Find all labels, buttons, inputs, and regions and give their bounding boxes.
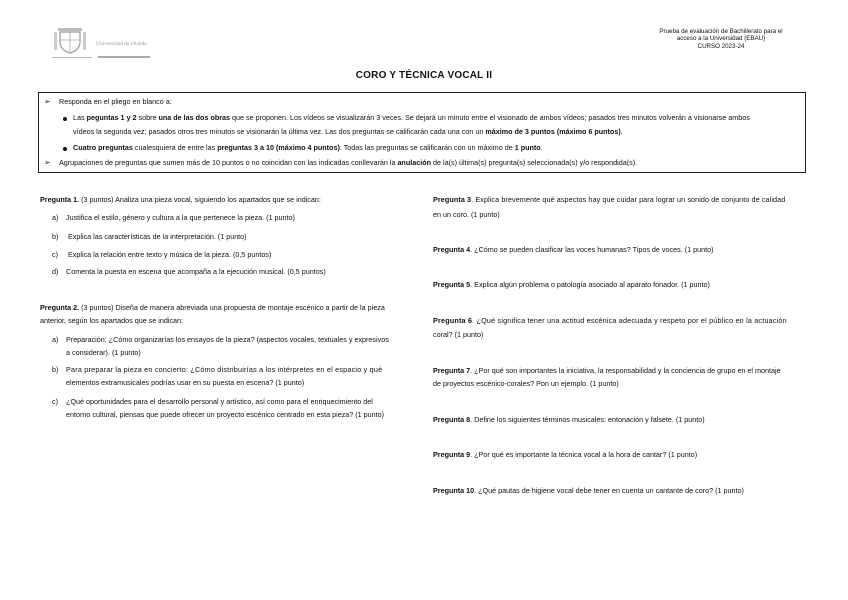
instructions-respond: Responda en el pliego en blanco a: [59,97,172,106]
instruction-bullet-2: Cuatro preguntas cualesquiera de entre las preguntas 3 a 10 (máximo 4 puntos). Todas las preguntas se calificarán con un máximo de 1 punto. [73,143,543,152]
q1-item-d: Comenta la puesta en escena que acompaña a la ejecución musical. (0,5 puntos) [66,267,326,276]
q1-item-b: Explica las características de la interpretación. (1 punto) [68,232,247,241]
q2-item-b-line-2: elementos extramusicales podrías usar en su puesta en escena? (1 punto) [66,378,305,387]
right-column [433,194,808,504]
exam-line-2: acceso a la Universidad (EBAU) [676,35,766,43]
instruction-bullet-1-line-2: vídeos la segunda vez; pasados otros tres minutos se visionarán la última vez. Las dos preguntas se calificarán cada una con un máximo de 3 puntos (máximo 6 puntos). [73,127,623,136]
university-crest-icon [52,26,88,54]
exam-line-1: Prueba de evaluación de Bachillerato para el [659,28,783,35]
q2-item-a: Preparación: ¿Cómo organizarías los ensayos de la pieza? (aspectos vocales, textuales y expresivos [66,335,389,344]
q2-item-c-marker: c) [52,397,58,406]
question-2: Pregunta 2. (3 puntos) Diseña de manera abreviada una propuesta de montaje escénico a partir de la pieza [40,303,385,312]
university-logo [52,26,152,60]
exam-course: CURSO 2023-24 [697,42,745,50]
question-10: Pregunta 10. ¿Qué pautas de higiene vocal debe tener en cuenta un cantante de coro? (1 punto) [433,486,744,495]
q2-item-c: ¿Qué oportunidades para el desarrollo personal y artístico, así como para el enriquecimiento del [66,397,373,406]
question-6-line-2: coral? (1 punto) [433,330,484,339]
question-7-line-2: de proyectos escénico-corales? Pon un ejemplo. (1 punto) [433,379,619,388]
left-column [40,194,420,434]
q1-item-c-marker: c) [52,250,58,259]
question-8: Pregunta 8. Define los siguientes términos musicales: entonación y falsete. (1 punto) [433,415,705,424]
logo-underline [98,56,150,58]
instruction-bullet-1: Las peguntas 1 y 2 sobre una de las dos obras que se proponen. Los vídeos se visualizarán 3 veces. Se dejará un minuto entre el visionado de ambos vídeos; pasados tres minutos volverán a visionarse ambos [73,113,750,122]
bullet-icon [63,117,67,121]
question-9: Pregunta 9. ¿Por qué es importante la técnica vocal a la hora de cantar? (1 punto) [433,450,698,459]
question-4: Pregunta 4. ¿Cómo se pueden clasificar las voces humanas? Tipos de voces. (1 punto) [433,245,714,254]
exam-header [626,28,816,50]
q1-item-a-marker: a) [52,213,59,222]
question-6: Pregunta 6. ¿Qué significa tener una actitud escénica adecuada y respeto por el público en la actuación [433,316,787,325]
q2-item-b-marker: b) [52,365,59,374]
question-3: Pregunta 3. Explica brevemente qué aspectos hay que cuidar para lograr un sonido de conjunto de calidad [433,195,786,204]
q2-item-c-line-2: entorno cultural, piensas que puede ofrecer un proyecto escénico centrado en esta pieza? (1 punto) [66,410,385,419]
question-7: Pregunta 7. ¿Por qué son importantes la iniciativa, la responsabilidad y la conciencia de grupo en el montaje [433,366,781,375]
bullet-icon [63,147,67,151]
question-1: Pregunta 1. (3 puntos) Analiza una pieza vocal, siguiendo los apartados que se indican: [40,195,321,204]
question-2-line-2: anterior, según los apartados que se indican: [40,316,184,325]
arrow-bullet-icon: ➢ [44,158,51,167]
instruction-note: Agrupaciones de preguntas que sumen más de 10 puntos o no coincidan con las indicadas conllevarán la anulación de la(s) última(s) pregunta(s) seleccionada(s) y/o respondida(s). [59,158,638,167]
q1-item-a: Justifica el estilo, género y cultura a la que pertenece la pieza. (1 punto) [66,213,295,222]
arrow-bullet-icon: ➢ [44,97,51,106]
q1-item-d-marker: d) [52,267,59,276]
q2-item-a-marker: a) [52,335,59,344]
q2-item-b: Para preparar la pieza en concierto: ¿Cómo distribuirías a los intérpretes en el espacio y qué [66,365,383,374]
q1-item-c: Explica la relación entre texto y música de la pieza. (0,5 puntos) [68,250,272,259]
question-3-line-2: en un coro. (1 punto) [433,210,500,219]
q1-item-b-marker: b) [52,232,59,241]
q2-item-a-line-2: a considerar). (1 punto) [66,348,141,357]
logo-divider [52,57,92,58]
exam-title: CORO Y TÉCNICA VOCAL II [355,70,493,81]
instructions-box [38,92,806,173]
question-5: Pregunta 5. Explica algún problema o patología asociado al aparato fonador. (1 punto) [433,280,710,289]
university-name: Universidad de Oviedo [96,41,148,47]
